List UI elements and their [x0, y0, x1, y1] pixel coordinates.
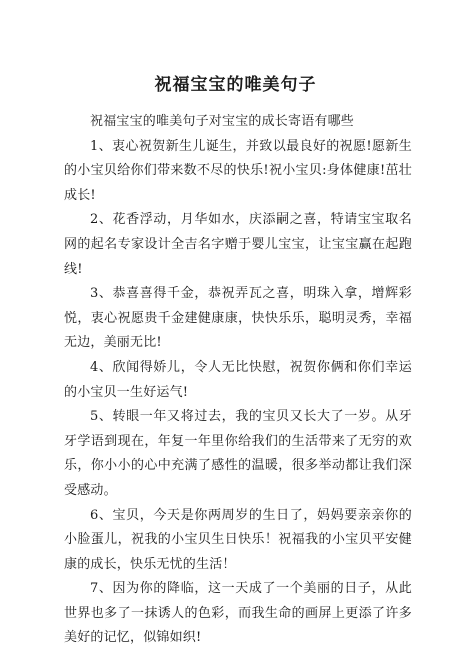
paragraph-7: 7、因为你的降临，这一天成了一个美丽的日子，从此世界也多了一抹诱人的色彩，而我生命的画屏上更添了许多美好的记忆，似锦如织!	[64, 581, 412, 646]
document-title: 祝福宝宝的唯美句子	[154, 75, 317, 95]
document-body	[64, 110, 412, 651]
intro-paragraph: 祝福宝宝的唯美句子对宝宝的成长寄语有哪些	[90, 114, 355, 129]
paragraph-3: 3、恭喜喜得千金，恭祝弄瓦之喜，明珠入拿，增辉彩悦，衷心祝愿贵千金建健康康，快快乐乐，聪明灵秀，幸福无边，美丽无比!	[64, 286, 412, 351]
paragraph-4: 4、欣闻得娇儿，令人无比快慰，祝贺你俩和你们幸运的小宝贝一生好运气!	[64, 359, 412, 400]
paragraph-5: 5、转眼一年又将过去，我的宝贝又长大了一岁。从牙牙学语到现在，年复一年里你给我们的生活带来了无穷的欢乐，你小小的心中充满了感性的温暖，很多举动都让我们深受感动。	[64, 409, 412, 498]
paragraph-1: 1、衷心祝贺新生儿诞生，并致以最良好的祝愿!愿新生的小宝贝给你们带来数不尽的快乐!祝小宝贝:身体健康!茁壮成长!	[64, 138, 412, 203]
paragraph-6: 6、宝贝，今天是你两周岁的生日了，妈妈要亲亲你的小脸蛋儿，祝我的小宝贝生日快乐！祝福我的小宝贝平安健康的成长，快乐无忧的生活！	[64, 507, 412, 572]
paragraph-2: 2、花香浮动，月华如水，庆添嗣之喜，特请宝宝取名网的起名专家设计全吉名字赠于婴儿宝宝，让宝宝赢在起跑线!	[64, 212, 412, 277]
